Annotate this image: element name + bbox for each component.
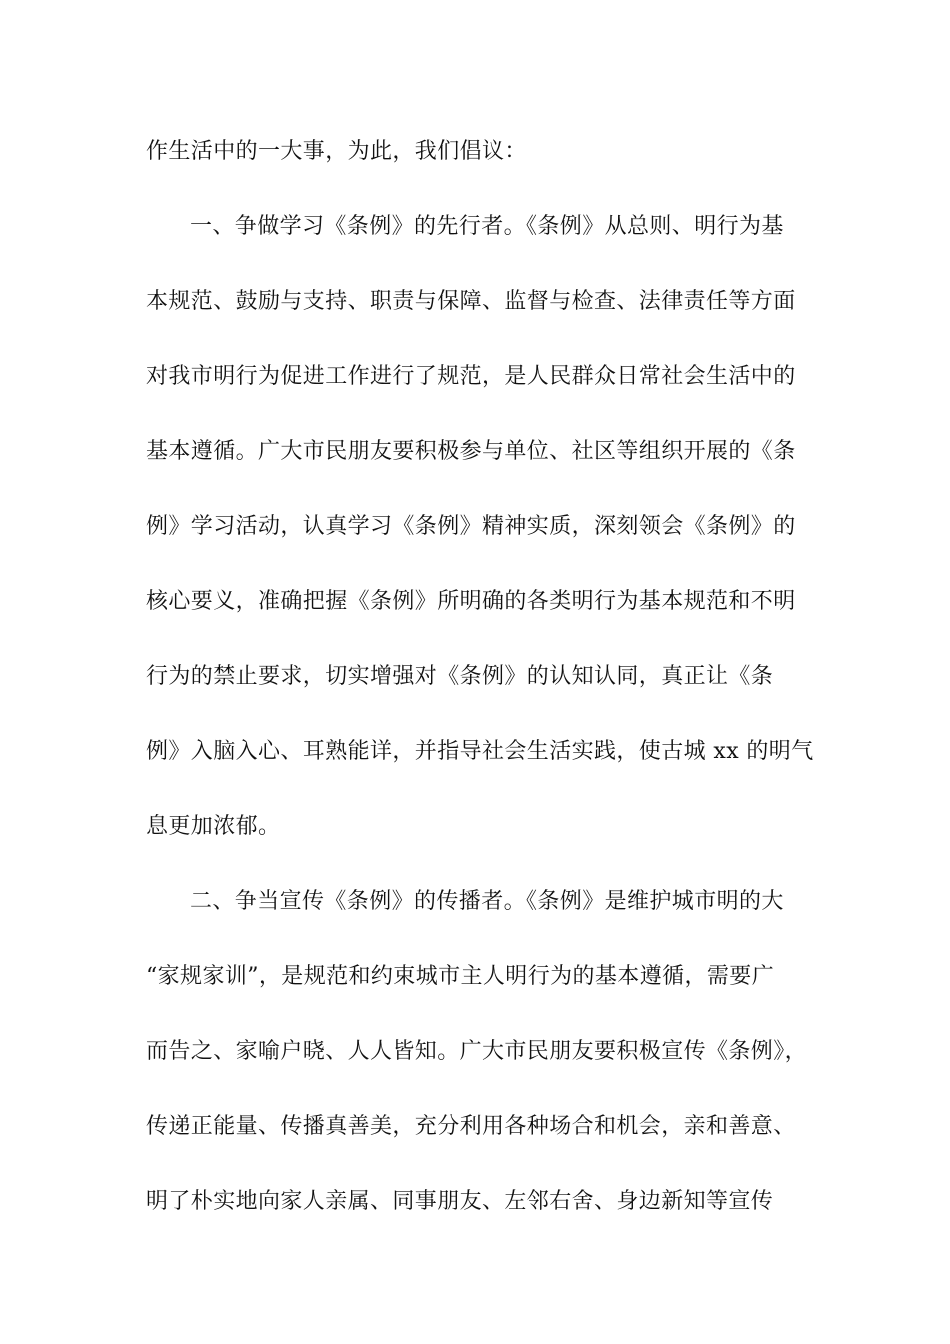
text-line: 传递正能量、传播真善美，充分利用各种场合和机会，亲和善意、 [146, 1114, 796, 1139]
text-line: 例》学习活动，认真学习《条例》精神实质，深刻领会《条例》的 [146, 514, 796, 539]
paragraph-2-first-line: 二、争当宣传《条例》的传播者。《条例》是维护城市明的大 [190, 889, 784, 914]
text-line: “家规家训”，是规范和约束城市主人明行为的基本遵循，需要广 [146, 964, 775, 989]
text-line: 本规范、鼓励与支持、职责与保障、监督与检查、法律责任等方面 [146, 289, 796, 314]
text-line: 例》入脑入心、耳熟能详，并指导社会生活实践，使古城 xx 的明气 [146, 739, 814, 764]
text-line: 息更加浓郁。 [146, 814, 281, 839]
text-line: 基本遵循。广大市民朋友要积极参与单位、社区等组织开展的《条 [146, 439, 796, 464]
text-line: 而告之、家喻户晓、人人皆知。广大市民朋友要积极宣传《条例》， [146, 1039, 808, 1064]
text-line: 行为的禁止要求，切实增强对《条例》的认知认同，真正让《条 [146, 664, 774, 689]
text-line: 明了朴实地向家人亲属、同事朋友、左邻右舍、身边新知等宣传 [146, 1189, 774, 1214]
text-line: 对我市明行为促进工作进行了规范，是人民群众日常社会生活中的 [146, 364, 796, 389]
text-line: 作生活中的一大事，为此，我们倡议： [146, 139, 527, 164]
text-line: 核心要义，准确把握《条例》所明确的各类明行为基本规范和不明 [146, 589, 796, 614]
paragraph-1-first-line: 一、争做学习《条例》的先行者。《条例》从总则、明行为基 [190, 214, 784, 239]
